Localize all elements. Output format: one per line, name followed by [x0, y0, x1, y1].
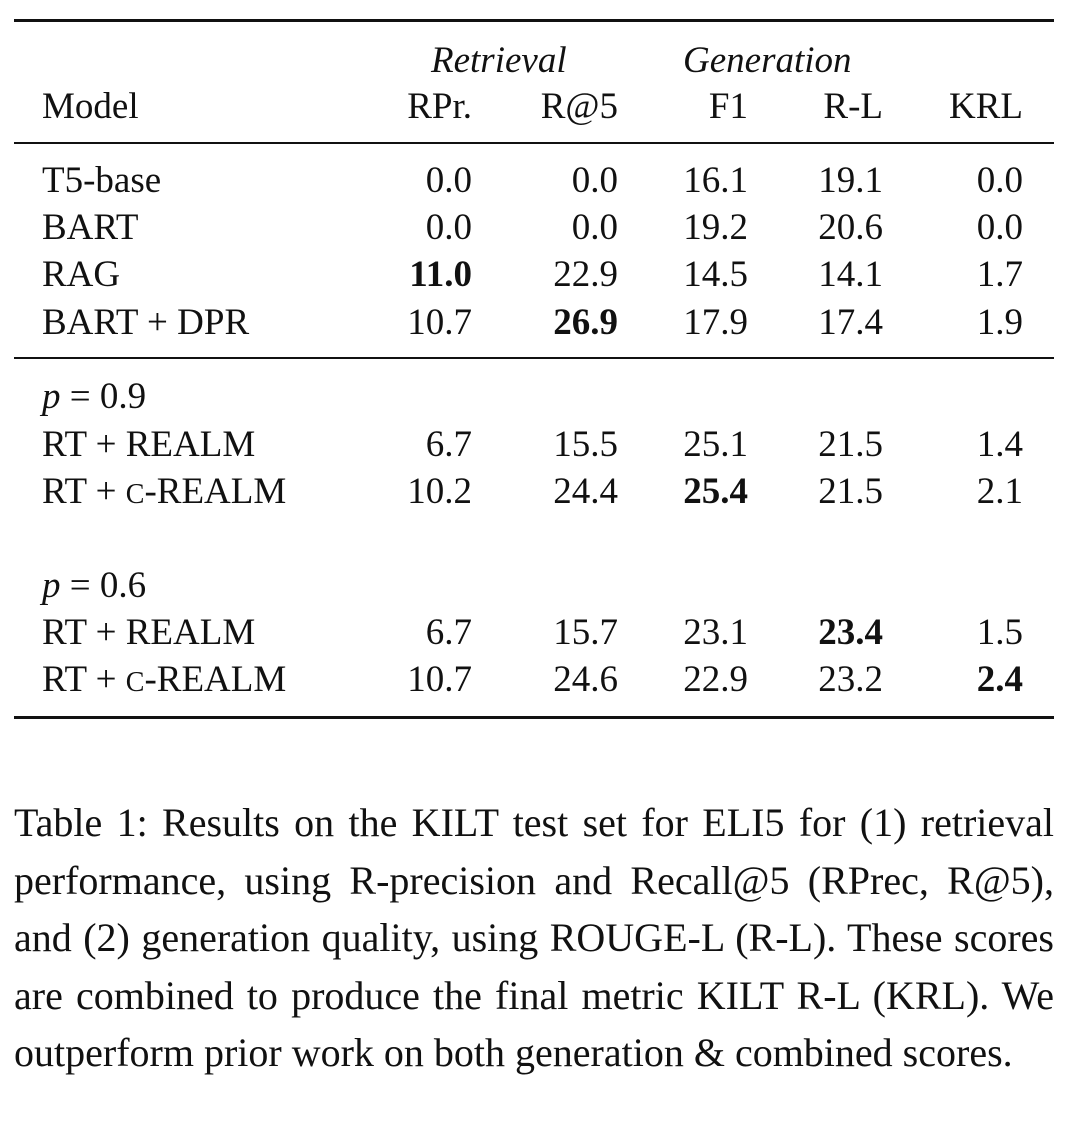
- value-cell-rl: 23.4: [818, 612, 883, 653]
- value-cell-rpr: 10.7: [407, 302, 472, 343]
- section-label: [42, 567, 146, 604]
- section-label-variable: p: [42, 565, 61, 606]
- model-name-smallcaps: C: [125, 667, 145, 698]
- value-cell-krl: 0.0: [976, 160, 1023, 201]
- top-rule: [14, 19, 1054, 22]
- value-cell-rl: 19.1: [818, 160, 883, 201]
- value-cell-r5: 0.0: [571, 160, 618, 201]
- value-cell-rl: 21.5: [818, 424, 883, 465]
- value-cell-r5: 26.9: [553, 302, 618, 343]
- value-cell-krl: 1.7: [976, 254, 1023, 295]
- value-cell-r5: 24.4: [553, 471, 618, 512]
- value-cell-rl: 23.2: [818, 659, 883, 700]
- value-cell-krl: 2.4: [976, 659, 1023, 700]
- value-cell-r5: 24.6: [553, 659, 618, 700]
- value-cell-r5: 22.9: [553, 254, 618, 295]
- value-cell-rpr: 10.7: [407, 659, 472, 700]
- value-cell-f1: 19.2: [683, 207, 748, 248]
- value-cell-r5: 0.0: [571, 207, 618, 248]
- header-rule: [14, 142, 1054, 144]
- value-cell-krl: 1.9: [976, 302, 1023, 343]
- section-label-value: = 0.9: [60, 376, 147, 417]
- value-cell-f1: 23.1: [683, 612, 748, 653]
- value-cell-f1: 25.1: [683, 424, 748, 465]
- model-name-cell: RT + REALM: [42, 424, 256, 465]
- value-cell-rl: 21.5: [818, 471, 883, 512]
- value-cell-rl: 20.6: [818, 207, 883, 248]
- generation-group-header: Generation: [683, 40, 852, 81]
- section-rule: [14, 357, 1054, 359]
- section-label: [42, 378, 146, 415]
- value-cell-f1: 22.9: [683, 659, 748, 700]
- value-cell-rl: 14.1: [818, 254, 883, 295]
- model-name-prefix: RT +: [42, 471, 126, 512]
- value-cell-rpr: 11.0: [409, 254, 472, 295]
- value-cell-rpr: 6.7: [425, 612, 472, 653]
- model-name-cell: [42, 473, 286, 510]
- col-header-f1: F1: [708, 86, 748, 127]
- col-header-model: Model: [42, 86, 139, 127]
- value-cell-r5: 15.5: [553, 424, 618, 465]
- value-cell-f1: 25.4: [683, 471, 748, 512]
- model-name-cell: BART: [42, 207, 139, 248]
- model-name-cell: RT + REALM: [42, 612, 256, 653]
- value-cell-rpr: 0.0: [425, 160, 472, 201]
- model-name-suffix: -REALM: [144, 659, 287, 700]
- model-name-suffix: -REALM: [144, 471, 287, 512]
- value-cell-rpr: 6.7: [425, 424, 472, 465]
- model-name-cell: [42, 661, 286, 698]
- value-cell-f1: 17.9: [683, 302, 748, 343]
- section-label-value: = 0.6: [60, 565, 147, 606]
- value-cell-krl: 1.5: [976, 612, 1023, 653]
- value-cell-krl: 0.0: [976, 207, 1023, 248]
- table-caption: Table 1: Results on the KILT test set for ELI5 for (1) retrieval performance, using R-precision and Recall@5 (RPrec, R@5), and (2) generation quality, using ROUGE-L (R-L). These scores are combined to produce the final metric KILT R-L (KRL). We outperform prior work on both generation & combined scores.: [14, 800, 1054, 1075]
- model-name-cell: RAG: [42, 254, 121, 295]
- value-cell-r5: 15.7: [553, 612, 618, 653]
- model-name-prefix: RT +: [42, 659, 126, 700]
- col-header-rpr: RPr.: [407, 86, 472, 127]
- value-cell-rl: 17.4: [818, 302, 883, 343]
- model-name-cell: BART + DPR: [42, 302, 250, 343]
- value-cell-krl: 2.1: [976, 471, 1023, 512]
- bottom-rule: [14, 716, 1054, 719]
- section-label-variable: p: [42, 376, 61, 417]
- col-header-rl: R-L: [823, 86, 883, 127]
- model-name-smallcaps: C: [125, 479, 145, 510]
- value-cell-f1: 16.1: [683, 160, 748, 201]
- col-header-r5: R@5: [540, 86, 618, 127]
- retrieval-group-header: Retrieval: [431, 40, 567, 81]
- value-cell-krl: 1.4: [976, 424, 1023, 465]
- col-header-krl: KRL: [949, 86, 1023, 127]
- model-name-cell: T5-base: [42, 160, 162, 201]
- value-cell-rpr: 10.2: [407, 471, 472, 512]
- value-cell-f1: 14.5: [683, 254, 748, 295]
- value-cell-rpr: 0.0: [425, 207, 472, 248]
